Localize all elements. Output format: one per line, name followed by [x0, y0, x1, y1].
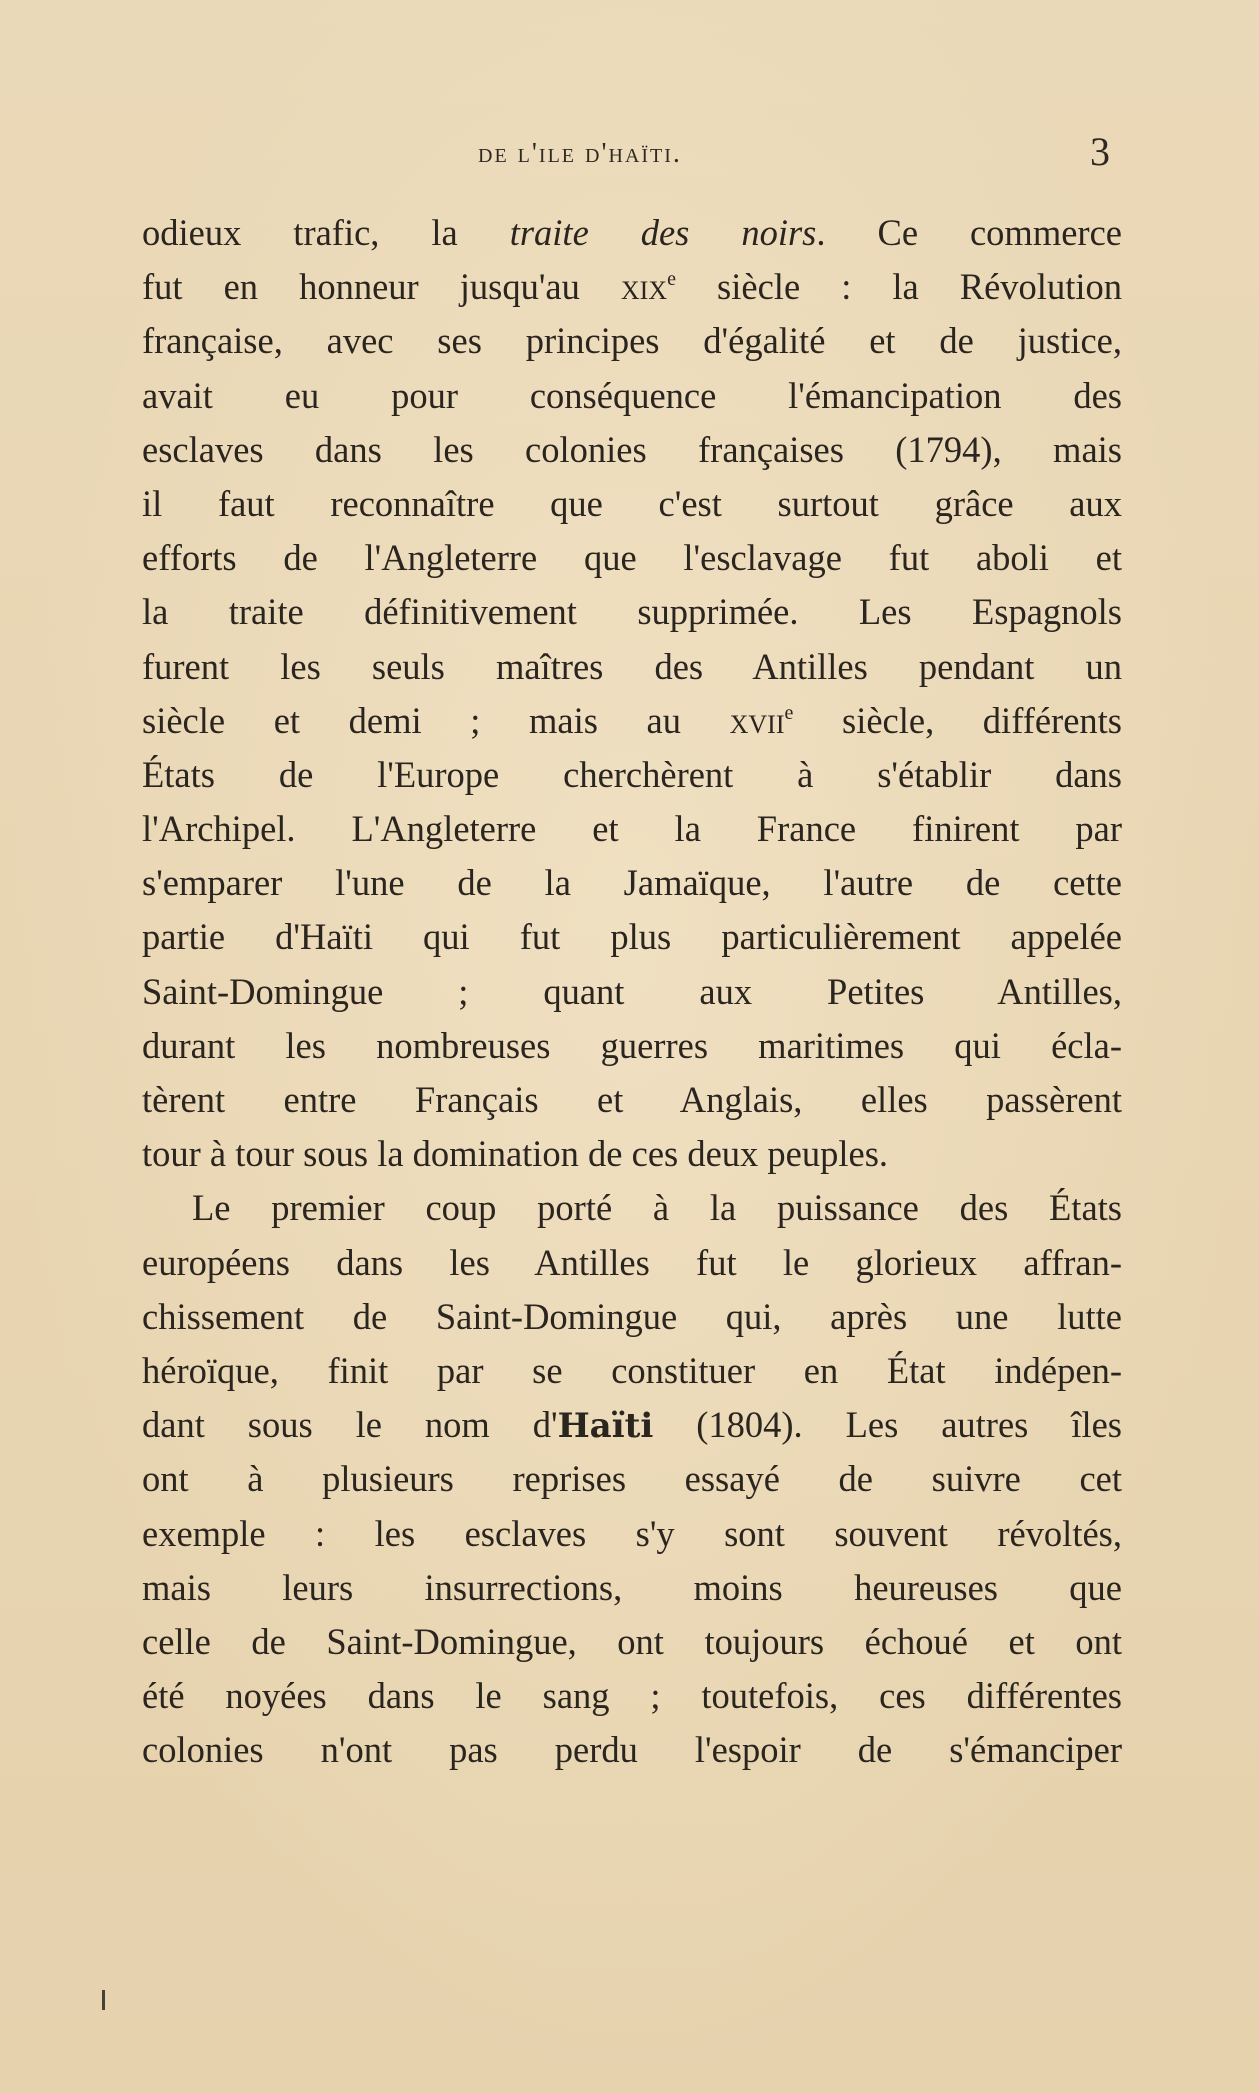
text-run-text: s'emparer l'une de la Jamaïque, l'autre de cette — [142, 862, 1122, 904]
running-head — [0, 128, 1259, 178]
text-run-post: (1804). Les autres îles — [653, 1404, 1122, 1446]
text-run-text: tour à tour sous la domination de ces deux peuples. — [142, 1133, 889, 1175]
text-line — [142, 1452, 1122, 1506]
text-run-pre: odieux trafic, la — [142, 212, 510, 253]
text-line — [142, 477, 1122, 531]
text-run-text: États de l'Europe cherchèrent à s'établir dans — [142, 753, 1122, 795]
text-run-sup: e — [784, 701, 794, 724]
text-line — [142, 640, 1122, 694]
text-line — [142, 585, 1122, 639]
text-line — [142, 965, 1122, 1019]
text-line — [142, 1507, 1122, 1561]
text-run-text: avait eu pour conséquence l'émancipation des — [142, 374, 1122, 416]
text-run-text: durant les nombreuses guerres maritimes qui écla- — [142, 1024, 1122, 1066]
text-line — [142, 1669, 1122, 1723]
running-head-title: de l'ile d'haïti. — [478, 138, 682, 169]
text-run-sup: e — [667, 268, 677, 291]
text-line — [142, 1236, 1122, 1290]
text-run-text: Le premier coup porté à la puissance des États — [192, 1187, 1122, 1229]
text-run-text: exemple : les esclaves s'y sont souvent révoltés, — [142, 1512, 1122, 1554]
text-line — [142, 1290, 1122, 1344]
text-run-text: tèrent entre Français et Anglais, elles passèrent — [142, 1079, 1122, 1120]
text-line — [142, 1723, 1122, 1777]
text-run-text: colonies n'ont pas perdu l'espoir de s'émanciper — [142, 1729, 1122, 1771]
text-line — [142, 1073, 1122, 1127]
text-run-pre: fut en honneur jusqu'au — [142, 266, 621, 308]
text-line — [142, 369, 1122, 423]
text-line — [142, 694, 1122, 748]
text-run-text: européens dans les Antilles fut le glorieux affran- — [142, 1241, 1122, 1283]
text-line — [142, 314, 1122, 368]
text-run-smallcaps: XIX — [620, 276, 668, 306]
text-run-text: celle de Saint-Domingue, ont toujours échoué et ont — [142, 1620, 1122, 1662]
text-run-text: la traite définitivement supprimée. Les Espagnols — [142, 591, 1122, 633]
text-run-text: héroïque, finit par se constituer en État indépen- — [142, 1349, 1122, 1391]
text-run-text: ont à plusieurs reprises essayé de suivre cet — [142, 1458, 1122, 1500]
text-line — [142, 260, 1122, 314]
text-run-pre: siècle et demi ; mais au — [142, 699, 730, 741]
text-run-bold: Haïti — [557, 1406, 654, 1447]
page-number: 3 — [1090, 129, 1110, 174]
text-run-text: Saint-Domingue ; quant aux Petites Antilles, — [142, 970, 1122, 1012]
text-run-text: il faut reconnaître que c'est surtout grâce aux — [142, 482, 1122, 524]
text-run-text: été noyées dans le sang ; toutefois, ces différentes — [142, 1675, 1122, 1717]
text-run-smallcaps: XVII — [729, 709, 785, 739]
text-run-text: efforts de l'Angleterre que l'esclavage fut aboli et — [142, 537, 1122, 579]
text-line — [142, 423, 1122, 477]
text-run-text: l'Archipel. L'Angleterre et la France finirent par — [142, 808, 1122, 850]
text-line — [142, 1019, 1122, 1073]
text-line — [142, 802, 1122, 856]
text-run-post: . Ce commerce — [816, 212, 1122, 253]
text-line — [142, 1181, 1122, 1235]
text-run-text: française, avec ses principes d'égalité et de justice, — [142, 320, 1122, 362]
text-run-italic: traite des noirs — [509, 212, 817, 253]
text-line — [142, 856, 1122, 910]
text-line — [142, 748, 1122, 802]
text-line — [142, 206, 1122, 260]
body-text — [142, 206, 1122, 1777]
text-line — [142, 910, 1122, 964]
text-run-text: chissement de Saint-Domingue qui, après une lutte — [142, 1295, 1122, 1337]
text-line — [142, 1615, 1122, 1669]
text-run-post: siècle, différents — [793, 699, 1122, 741]
text-line — [142, 1398, 1122, 1452]
stray-mark — [102, 1990, 105, 2010]
text-run-text: mais leurs insurrections, moins heureuses que — [142, 1566, 1122, 1608]
text-line — [142, 1561, 1122, 1615]
text-run-pre: dant sous le nom d' — [142, 1404, 558, 1446]
text-line — [142, 1127, 1122, 1181]
text-run-post: siècle : la Révolution — [676, 266, 1122, 308]
text-run-text: esclaves dans les colonies françaises (1794), mais — [142, 428, 1122, 470]
text-line — [142, 1344, 1122, 1398]
text-run-text: partie d'Haïti qui fut plus particulièrement appelée — [142, 916, 1122, 958]
text-run-text: furent les seuls maîtres des Antilles pendant un — [142, 645, 1122, 687]
text-line — [142, 531, 1122, 585]
